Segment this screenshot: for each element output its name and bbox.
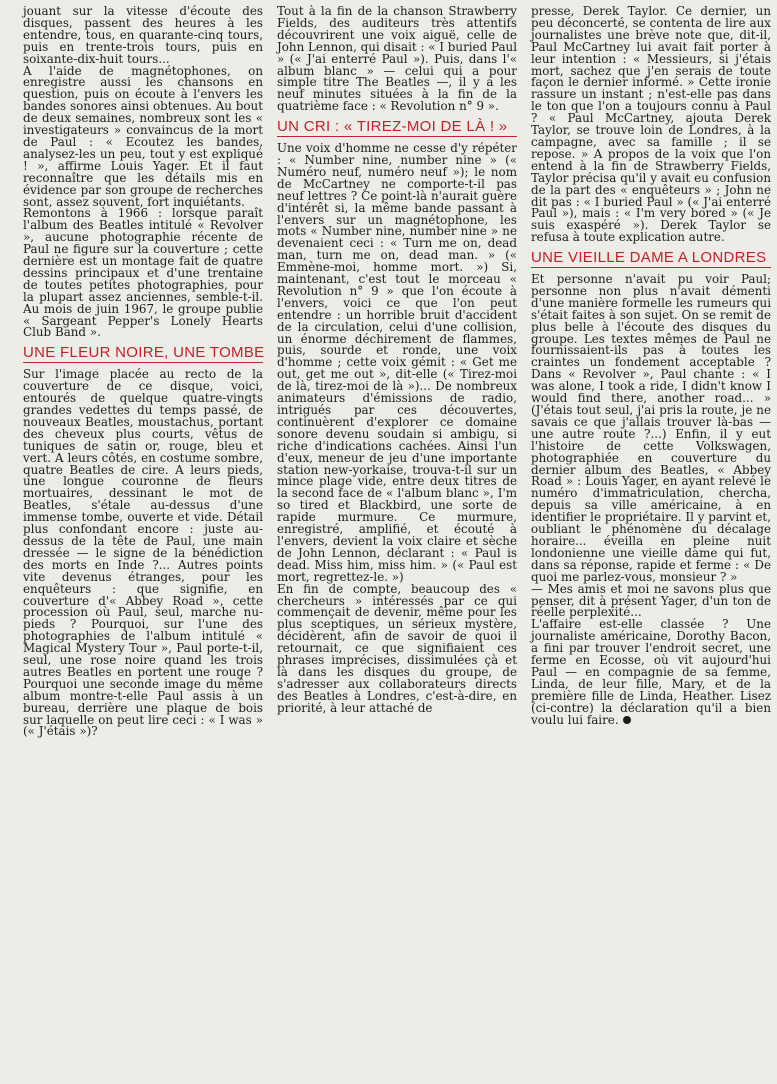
- paragraph: Sur l'image placée au recto de la couverture de ce disque, voici, entourés de quelque quatre-vingts grandes vedettes du temps passé, de nouveaux Beatles, moustachus, portant des cheveux plus courts, vêtus de tuniques de satin or, rouge, bleu et vert. A leurs côtés, en costume sombre, quatre Beatles de cire. A leurs pieds, une longue couronne de fleurs mortuaires, dessinant le mot de Beatles, s'étale au-dessus d'une immense tombe, ouverte et vide. Détail plus confondant encore : juste au-dessus de la tête de Paul, une main dressée — le signe de la bénédiction des morts en Inde ?... Autres points vite devenus étranges, pour les enquêteurs : que signifie, en couverture d'« Abbey Road », cette procession où Paul, seul, marche nu-pieds ? Pourquoi, sur l'une des photographies de l'album intitulé « Magical Mystery Tour », Paul porte-t-il, seul, une rose noire quand les trois autres Beatles en portent une rouge ? Pourquoi une seconde image du même album montre-t-elle Paul assis à un bureau, derrière une plaque de bois sur laquelle on peut lire ceci : « I was » (« J'étais »)?: [23, 367, 263, 739]
- paragraph: Et personne n'avait pu voir Paul; personne non plus n'avait démenti d'une manière formelle les rumeurs qui s'était faites à son sujet. On se remit de plus belle à l'écoute des disques du groupe. Les textes mêmes de Paul ne fournissaient-ils pas à toutes les craintes un fondement acceptable ? Dans « Revolver », Paul chante : « I was alone, I took a ride, I didn't know I would find there, another road... » (J'étais tout seul, j'ai pris la route, je ne savais ce que j'allais trouver là-bas — une autre route ?...) Enfin, il y eut l'histoire de cette Volkswagen, photographiée en couverture du dernier album des Beatles, « Abbey Road » : Louis Yager, en ayant relevé le numéro d'immatriculation, chercha, depuis sa ville américaine, à en identifier le propriétaire. Il y parvint et, oubliant le phénomène du décalage horaire... éveilla en pleine nuit londonienne une vieille dame qui fut, dans sa réponse, rapide et ferme : « De quoi me parlez-vous, monsieur ? »: [531, 272, 771, 584]
- final-text: L'affaire est-elle classée ? Une journaliste américaine, Dorothy Bacon, a fini par trouver l'endroit secret, une ferme en Ecosse, où vit aujourd'hui Paul — en compagnie de sa femme, Linda, de leur fille, Mary, et de la première fille de Linda, Heather. Lisez (ci-contre) la déclaration qu'il a bien voulu lui faire.: [531, 617, 771, 727]
- section-heading: UNE VIEILLE DAME A LONDRES: [531, 252, 771, 268]
- column-2: [277, 6, 517, 1080]
- paragraph-final: [531, 619, 771, 726]
- paragraph: Une voix d'homme ne cesse d'y répéter : « Number nine, number nine » (« Numéro neuf, numéro neuf »); le nom de McCartney ne comporte-t-il pas neuf lettres ? Ce point-là n'aurait guère d'intérêt si, la même bande passant à l'envers sur un magnétophone, les mots « Number nine, number nine » ne devenaient ceci : « Turn me on, dead man, turn me on, dead man. » (« Emmène-moi, homme mort. ») Si, maintenant, c'est tout le morceau « Revolution n° 9 » que l'on écoute à l'envers, voici ce que l'on peut entendre : un horrible bruit d'accident de la circulation, celui d'une collision, un énorme déchirement de flammes, puis, sourde et ronde, une voix d'homme ; cette voix gémit : « Get me out, get me out », dit-elle (« Tirez-moi de là, tirez-moi de là »)... De nombreux animateurs d'émissions de radio, intrigués par ces découvertes, continuèrent d'explorer ce domaine sonore devenu soudain si ambigu, si riche d'indications cachées. Ainsi l'un d'eux, meneur de jeu d'une importante station new-yorkaise, trouva-t-il sur un mince plage vide, entre deux titres de la second face de « l'album blanc », I'm so tired et Blackbird, une sorte de rapide murmure. Ce murmure, enregistré, amplifié, et écouté à l'envers, devient la voix claire et sèche de John Lennon, déclarant : « Paul is dead. Miss him, miss him. » (« Paul est mort, regrettez-le. »): [277, 141, 517, 584]
- paragraph: — Mes amis et moi ne savons plus que penser, dit à présent Yager, d'un ton de réelle perplexité...: [531, 581, 771, 620]
- paragraph: presse, Derek Taylor. Ce dernier, un peu déconcerté, se contenta de lire aux journalistes une brève note que, dit-il, Paul McCartney lui avait fait porter à leur intention : « Messieurs, si j'étais mort, sachez que j'en serais de toute façon le dernier informé. » Cette ironie rassure un instant ; n'est-elle pas dans le ton que l'on a toujours connu à Paul ? « Paul McCartney, ajouta Derek Taylor, se trouve loin de Londres, à la campagne, avec sa famille ; il se repose. » A propos de la voix que l'on entend à la fin de Strawberry Fields, Taylor précisa qu'il y avait eu confusion de la part des « enquêteurs » ; John ne dit pas : « I buried Paul » (« J'ai enterré Paul »), mais : « I'm very bored » (« Je suis exaspéré »). Derek Taylor se refusa à toute explication autre.: [531, 4, 771, 245]
- section-heading: UN CRI : « TIREZ-MOI DE LÀ ! »: [277, 121, 517, 137]
- paragraph: A l'aide de magnétophones, on enregistre aussi les chansons en question, puis on écoute à l'envers les bandes sonores ainsi obtenues. Au bout de deux semaines, nombreux sont les « investigateurs » convaincus de la mort de Paul : « Ecoutez les bandes, analysez-les un peu, tout y est expliqué ! », affirme Louis Yager. Et il faut reconnaître que les détails mis en évidence par son groupe de recherches sont, assez souvent, fort inquiétants.: [23, 63, 263, 209]
- paragraph: jouant sur la vitesse d'écoute des disques, passent des heures à les entendre, tous, en quarante-cinq tours, puis en trente-trois tours, puis en soixante-dix-huit tours...: [23, 4, 263, 66]
- column-1: [23, 6, 263, 1080]
- paragraph: Tout à la fin de la chanson Strawberry Fields, des auditeurs très attentifs découvrirent une voix aiguë, celle de John Lennon, qui disait : « I buried Paul » (« J'ai enterré Paul »). Puis, dans l'« album blanc » — celui qui a pour simple titre The Beatles —, il y a les neuf minutes situées à la fin de la quatrième face : « Revolution n° 9 ».: [277, 4, 517, 114]
- column-3: [531, 6, 771, 1080]
- section-heading: UNE FLEUR NOIRE, UNE TOMBE: [23, 344, 265, 362]
- end-mark-icon: [623, 716, 631, 724]
- paragraph: En fin de compte, beaucoup des « chercheurs » intéressés par ce qui commençait de devenir, même pour les plus sceptiques, un sérieux mystère, décidèrent, afin de savoir de quoi il retournait, ce que signifiaient ces phrases imprécises, dissimulées çà et là dans les disques du groupe, de s'adresser aux collaborateurs directs des Beatles à Londres, c'est-à-dire, en priorité, à leur attaché de: [277, 581, 517, 715]
- paragraph: Remontons à 1966 : lorsque paraît l'album des Beatles intitulé « Revolver », aucune photographie récente de Paul ne figure sur la couverture ; cette dernière est un montage fait de quatre dessins principaux et d'une trentaine de toutes petites photographies, pour la plupart assez anciennes, semble-t-il. Au mois de juin 1967, le groupe publie « Sargeant Pepper's Lonely Hearts Club Band ».: [23, 206, 263, 340]
